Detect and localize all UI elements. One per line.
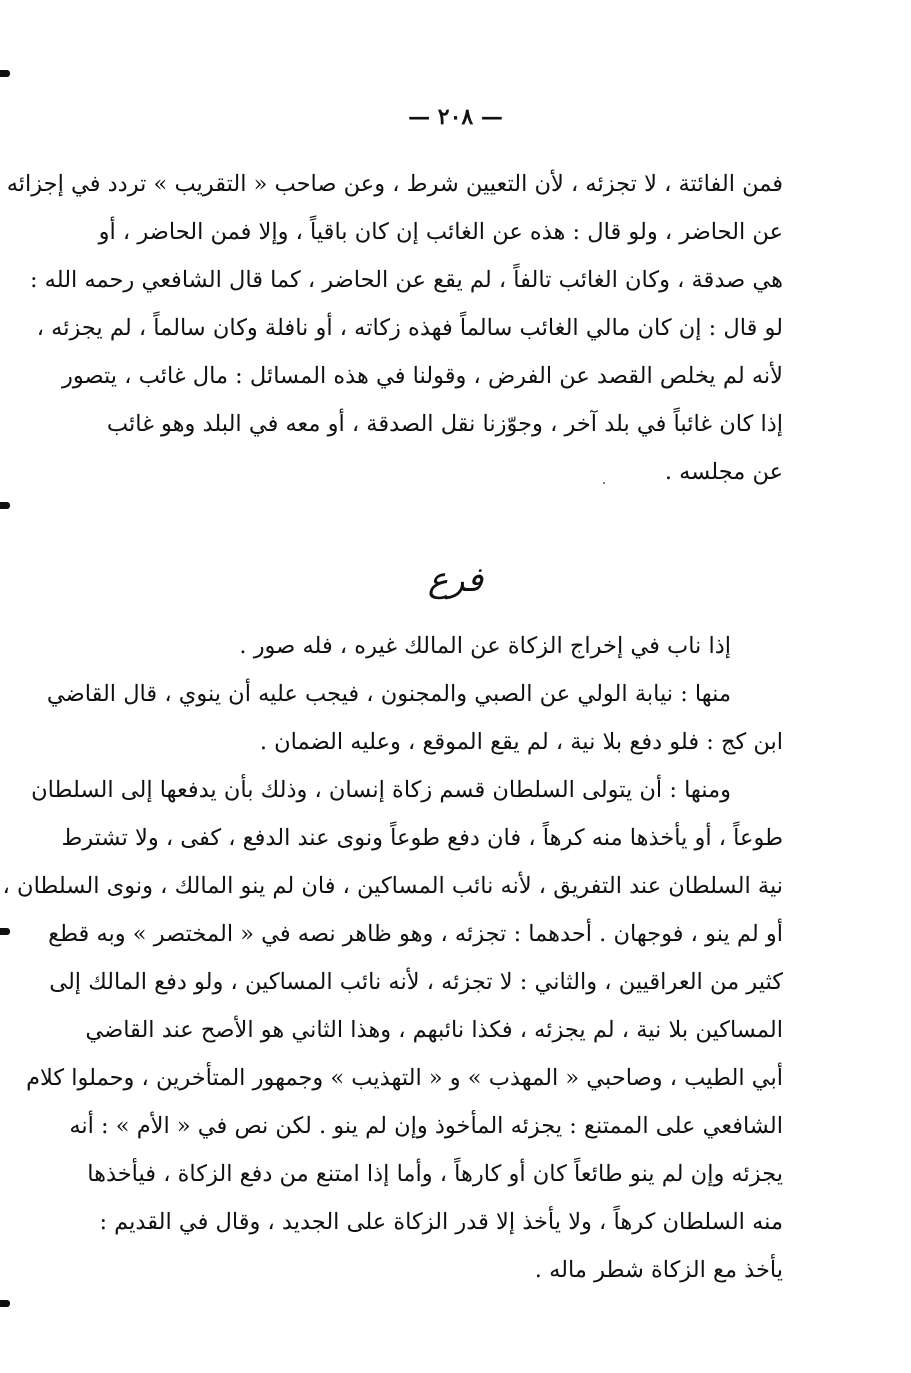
text-line: عن مجلسه . — [664, 459, 783, 485]
text-line: أبي الطيب ، وصاحبي « المهذب » و « التهذيب » وجمهور المتأخرين ، وحملوا كلام — [26, 1065, 783, 1091]
binding-edge-mark — [0, 502, 10, 509]
paragraph — [6, 160, 783, 496]
text-line: أو لم ينو ، فوجهان . أحدهما : تجزئه ، وهو ظاهر نصه في « المختصر » وبه قطع — [48, 921, 783, 947]
section-heading: فرع — [427, 560, 484, 600]
text-line: منه السلطان كرهاً ، ولا يأخذ إلا قدر الزكاة على الجديد ، وقال في القديم : — [99, 1209, 783, 1235]
text-line: ومنها : أن يتولى السلطان قسم زكاة إنسان ، وذلك بأن يدفعها إلى السلطان — [31, 777, 731, 803]
text-line: يأخذ مع الزكاة شطر ماله . — [534, 1257, 783, 1283]
text-line: إذا كان غائباً في بلد آخر ، وجوّزنا نقل الصدقة ، أو معه في البلد وهو غائب — [106, 411, 783, 437]
paragraph — [127, 622, 783, 670]
text-line: نية السلطان عند التفريق ، لأنه نائب المساكين ، فان لم ينو المالك ، ونوى السلطان ، — [2, 873, 783, 899]
paragraph — [2, 766, 783, 1294]
text-line: إذا ناب في إخراج الزكاة عن المالك غيره ، فله صور . — [239, 633, 731, 659]
text-line: هي صدقة ، وكان الغائب تالفاً ، لم يقع عن الحاضر ، كما قال الشافعي رحمه الله : — [29, 267, 783, 293]
text-line: كثير من العراقيين ، والثاني : لا تجزئه ، لأنه نائب المساكين ، ولو دفع المالك إلى — [49, 969, 783, 995]
text-line: منها : نيابة الولي عن الصبي والمجنون ، فيجب عليه أن ينوي ، قال القاضي — [46, 681, 731, 707]
text-line: المساكين بلا نية ، لم يجزئه ، فكذا نائبهم ، وهذا الثاني هو الأصح عند القاضي — [85, 1017, 783, 1043]
binding-edge-mark — [0, 928, 10, 935]
text-line: الشافعي على الممتنع : يجزئه المأخوذ وإن لم ينو . لكن نص في « الأم » : أنه — [69, 1113, 783, 1139]
text-line: يجزئه وإن لم ينو طائعاً كان أو كارهاً ، وأما إذا امتنع من دفع الزكاة ، فيأخذها — [87, 1161, 783, 1187]
page-number: — ٢٠٨ — — [408, 104, 503, 130]
text-line: ابن كج : فلو دفع بلا نية ، لم يقع الموقع ، وعليه الضمان . — [259, 729, 783, 755]
paragraph — [46, 670, 783, 766]
text-line: طوعاً ، أو يأخذها منه كرهاً ، فان دفع طوعاً ونوى عند الدفع ، كفى ، ولا تشترط — [61, 825, 783, 851]
text-line: فمن الفائتة ، لا تجزئه ، لأن التعيين شرط ، وعن صاحب « التقريب » تردد في إجزائه — [6, 171, 783, 197]
binding-edge-mark — [0, 70, 10, 77]
text-line: عن الحاضر ، ولو قال : هذه عن الغائب إن كان باقياً ، وإلا فمن الحاضر ، أو — [98, 219, 783, 245]
text-line: لو قال : إن كان مالي الغائب سالماً فهذه زكاته ، أو نافلة وكان سالماً ، لم يجزئه ، — [36, 315, 783, 341]
binding-edge-mark — [0, 1300, 10, 1307]
text-line: لأنه لم يخلص القصد عن الفرض ، وقولنا في هذه المسائل : مال غائب ، يتصور — [62, 363, 783, 389]
